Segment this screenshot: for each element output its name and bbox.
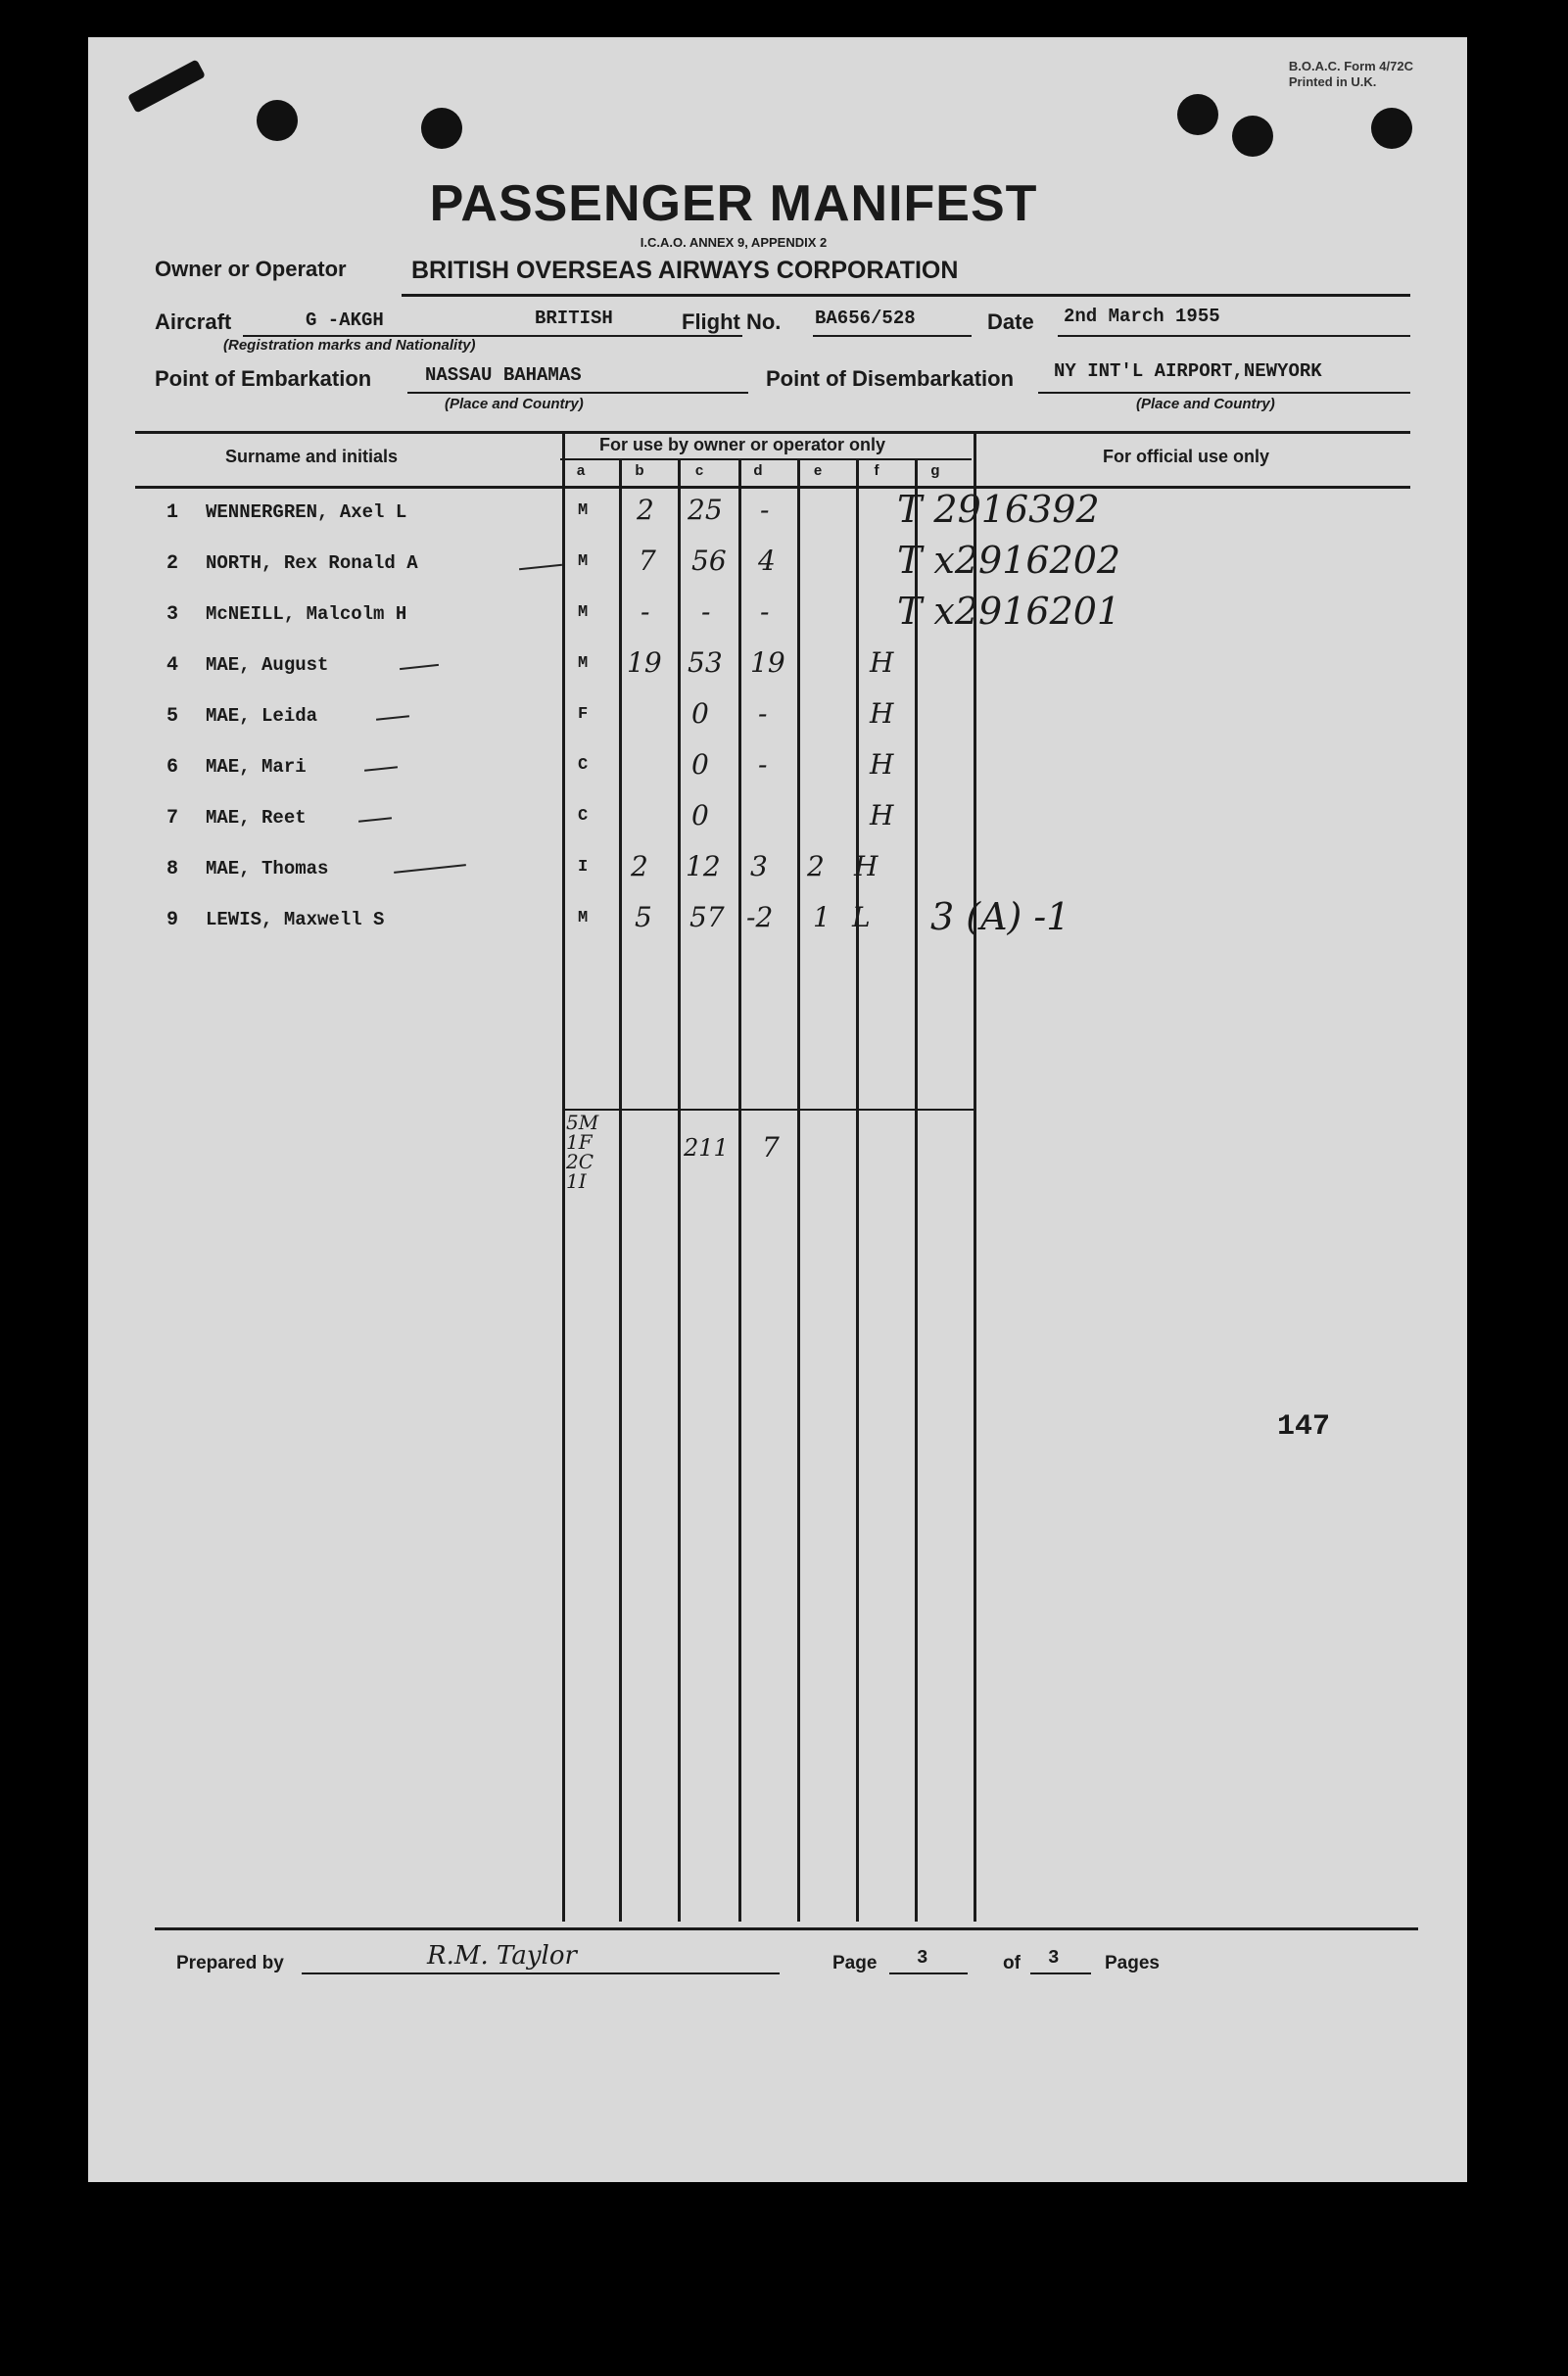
- cell-c: 57: [689, 901, 725, 933]
- tick-mark: [519, 564, 562, 571]
- cell-d: -: [760, 494, 770, 526]
- table-top-rule: [135, 431, 1410, 434]
- pages-label: Pages: [1105, 1953, 1160, 1973]
- cell-a: M: [578, 909, 589, 927]
- punch-hole: [421, 108, 462, 149]
- row-number: 7: [166, 807, 179, 830]
- page-value: 3: [917, 1947, 928, 1969]
- cell-e: 1: [813, 901, 831, 933]
- punch-hole: [257, 100, 298, 141]
- cell-c: 53: [688, 646, 723, 679]
- col-divider-b: [619, 458, 622, 1922]
- embarkation-label: Point of Embarkation: [155, 366, 372, 391]
- owner-value: BRITISH OVERSEAS AIRWAYS CORPORATION: [411, 257, 959, 284]
- date-label: Date: [987, 309, 1034, 334]
- totals-d: 7: [762, 1131, 780, 1164]
- cell-c: 0: [691, 799, 709, 832]
- col-letter-g: g: [930, 462, 940, 479]
- cell-a: C: [578, 807, 589, 826]
- passenger-name: MAE, Leida: [206, 705, 318, 727]
- embarkation-underline: [407, 392, 748, 394]
- cell-a: I: [578, 858, 589, 877]
- passenger-name: WENNERGREN, Axel L: [206, 501, 407, 523]
- totals-a-line: 1I: [566, 1169, 587, 1193]
- cell-a: M: [578, 654, 589, 673]
- flight-label: Flight No.: [682, 309, 782, 334]
- form-number: [1289, 59, 1413, 90]
- date-underline: [1058, 335, 1410, 337]
- tick-mark: [376, 715, 409, 721]
- disembarkation-underline: [1038, 392, 1410, 394]
- col-divider-c: [678, 458, 681, 1922]
- cell-d: -2: [746, 901, 774, 933]
- page-underline: [889, 1972, 968, 1974]
- cell-b: 2: [631, 850, 648, 882]
- col-divider-f: [856, 458, 859, 1922]
- row-number: 4: [166, 654, 179, 677]
- disembarkation-note: (Place and Country): [1136, 396, 1275, 412]
- page-stamp: 147: [1277, 1410, 1331, 1444]
- page-label: Page: [832, 1953, 878, 1973]
- cell-f: H: [870, 646, 894, 679]
- punch-hole: [1232, 116, 1273, 157]
- cell-b: 5: [635, 901, 652, 933]
- row-number: 8: [166, 858, 179, 880]
- owner-label: Owner or Operator: [155, 257, 347, 281]
- cell-c: 0: [691, 697, 709, 730]
- col-letter-c: c: [694, 462, 704, 479]
- cell-f: H: [870, 799, 894, 832]
- passenger-name: MAE, Reet: [206, 807, 307, 829]
- punch-hole: [1371, 108, 1412, 149]
- row-number: 5: [166, 705, 179, 728]
- table-header-rule: [135, 486, 1410, 489]
- cell-d: 4: [758, 545, 776, 577]
- footer-rule: [155, 1927, 1418, 1930]
- of-underline: [1030, 1972, 1091, 1974]
- aircraft-nationality: BRITISH: [535, 308, 613, 329]
- page-subtitle: I.C.A.O. ANNEX 9, APPENDIX 2: [640, 235, 828, 250]
- tick-mark: [400, 664, 439, 670]
- col-divider-g: [915, 458, 918, 1922]
- cell-c: -: [701, 595, 711, 628]
- col-letter-e: e: [813, 462, 823, 479]
- form-number-text: B.O.A.C. Form 4/72C: [1288, 59, 1413, 73]
- of-label: of: [1003, 1953, 1021, 1973]
- date-value: 2nd March 1955: [1064, 306, 1220, 327]
- cell-d: -: [758, 748, 768, 781]
- col-letter-a: a: [576, 462, 586, 479]
- official-entry: 3 (A) -1: [930, 895, 1070, 938]
- owner-underline: [402, 294, 1410, 297]
- cell-b: 2: [637, 494, 654, 526]
- disembarkation-value: NY INT'L AIRPORT,NEWYORK: [1054, 360, 1322, 382]
- col-letter-b: b: [635, 462, 644, 479]
- embarkation-note: (Place and Country): [445, 396, 584, 412]
- cell-a: M: [578, 501, 589, 520]
- aircraft-registration: G -AKGH: [306, 309, 384, 331]
- row-number: 6: [166, 756, 179, 779]
- col-divider-official: [974, 433, 976, 1922]
- owner-subheader-rule: [560, 458, 972, 460]
- col-surname-header: Surname and initials: [225, 447, 399, 466]
- prepared-label: Prepared by: [176, 1953, 284, 1973]
- col-divider-a: [562, 433, 565, 1922]
- cell-f: H: [870, 748, 894, 781]
- totals-c: 211: [684, 1134, 729, 1162]
- col-letter-d: d: [753, 462, 763, 479]
- tick-mark: [394, 864, 466, 874]
- col-divider-d: [738, 458, 741, 1922]
- col-letter-f: f: [874, 462, 879, 479]
- col-official-header: For official use only: [1103, 447, 1270, 466]
- cell-f: L: [852, 901, 871, 933]
- flight-value: BA656/528: [815, 308, 916, 329]
- totals-a-line: 1F: [566, 1130, 593, 1154]
- row-number: 3: [166, 603, 179, 626]
- subtotal-rule: [562, 1109, 974, 1111]
- preparer-signature: R.M. Taylor: [427, 1941, 577, 1971]
- aircraft-label: Aircraft: [155, 309, 232, 334]
- tick-mark: [364, 766, 398, 772]
- passenger-name: LEWIS, Maxwell S: [206, 909, 385, 930]
- passenger-name: NORTH, Rex Ronald A: [206, 552, 418, 574]
- cell-c: 0: [691, 748, 709, 781]
- official-entry: T x2916202: [897, 539, 1121, 582]
- passenger-name: MAE, Thomas: [206, 858, 329, 879]
- col-owner-header: For use by owner or operator only: [599, 435, 886, 454]
- cell-a: M: [578, 603, 589, 622]
- cell-c: 12: [686, 850, 721, 882]
- cell-e: 2: [807, 850, 825, 882]
- cell-c: 56: [691, 545, 727, 577]
- cell-f: H: [854, 850, 879, 882]
- tick-mark: [358, 817, 392, 823]
- printed-in-text: Printed in U.K.: [1288, 74, 1377, 89]
- cell-a: M: [578, 552, 589, 571]
- passenger-name: MAE, Mari: [206, 756, 307, 778]
- flight-underline: [813, 335, 972, 337]
- embarkation-value: NASSAU BAHAMAS: [425, 364, 582, 386]
- cell-d: -: [760, 595, 770, 628]
- punch-hole: [1177, 94, 1218, 135]
- of-value: 3: [1048, 1947, 1060, 1969]
- official-entry: T 2916392: [897, 488, 1100, 531]
- official-entry: T x2916201: [897, 590, 1121, 633]
- page-title: PASSENGER MANIFEST: [429, 175, 1038, 232]
- cell-d: 19: [750, 646, 785, 679]
- passenger-name: MAE, August: [206, 654, 329, 676]
- cell-c: 25: [688, 494, 723, 526]
- cell-d: -: [758, 697, 768, 730]
- cell-b: -: [641, 595, 650, 628]
- cell-b: 19: [627, 646, 662, 679]
- totals-a: [566, 1113, 598, 1191]
- row-number: 9: [166, 909, 179, 931]
- cell-a: C: [578, 756, 589, 775]
- cell-b: 7: [639, 545, 656, 577]
- prepared-underline: [302, 1972, 780, 1974]
- passenger-name: McNEILL, Malcolm H: [206, 603, 407, 625]
- manifest-sheet: [88, 37, 1467, 2182]
- disembarkation-label: Point of Disembarkation: [766, 366, 1015, 391]
- cell-f: H: [870, 697, 894, 730]
- row-number: 1: [166, 501, 179, 524]
- registration-note: (Registration marks and Nationality): [223, 337, 476, 354]
- cell-a: F: [578, 705, 589, 724]
- row-number: 2: [166, 552, 179, 575]
- totals-a-line: 5M: [566, 1111, 599, 1134]
- binder-tab-mark: [127, 59, 206, 113]
- cell-d: 3: [750, 850, 768, 882]
- totals-a-line: 2C: [566, 1150, 594, 1173]
- col-divider-e: [797, 458, 800, 1922]
